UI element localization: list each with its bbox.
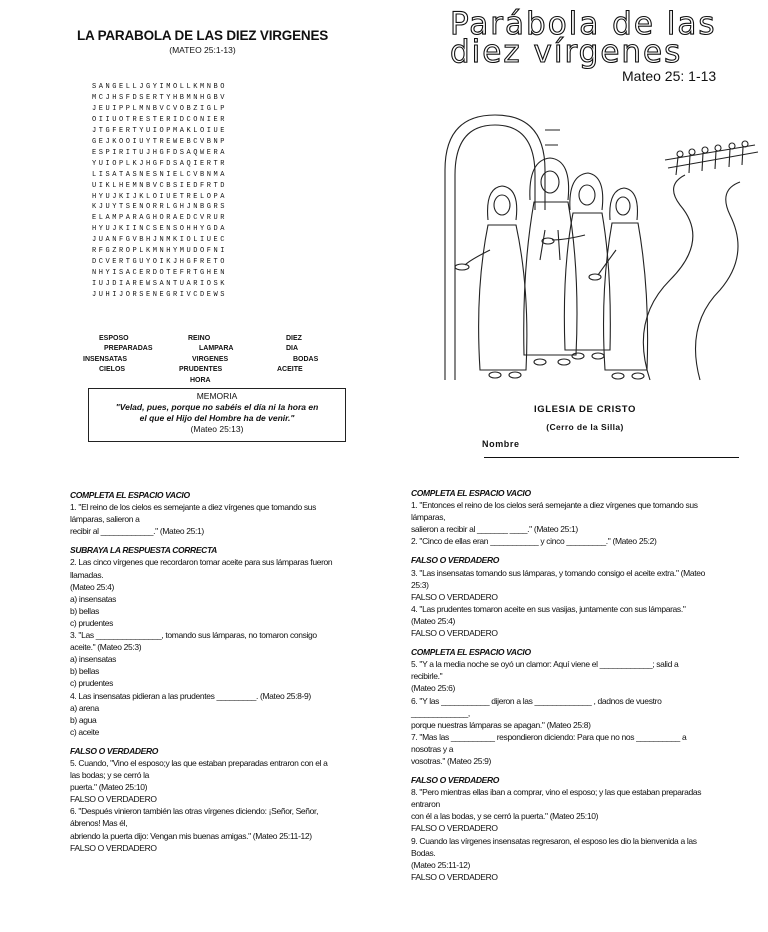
question-line: vosotras." (Mateo 25:9) (411, 755, 492, 766)
question-line: (Mateo 25:4) (411, 615, 455, 626)
section-heading: COMPLETA EL ESPACIO VACIO (411, 647, 531, 658)
grid-row: JTGFERTYUIOPMAKLOIUE (92, 126, 228, 135)
question-line: b) bellas (70, 666, 99, 677)
question-line: 5. Cuando, "Vino el esposo;y las que estaban preparadas entraron con el a (70, 757, 328, 768)
grid-row: JEUIPPLMNBVCVOBZIGLP (92, 104, 228, 113)
question-line: (Mateo 25:4) (70, 581, 114, 592)
question-line: b) agua (70, 714, 97, 725)
question-line: FALSO O VERDADERO (411, 628, 498, 639)
cover-title (450, 6, 717, 70)
worksheet-reference: (MATEO 25:1-13) (169, 45, 236, 55)
question-line: 8. "Pero mientras ellas iban a comprar, vino el esposo; y las que estaban preparadas (411, 787, 702, 798)
question-line: aceite." (Mateo 25:3) (70, 642, 142, 653)
question-line: b) bellas (70, 605, 99, 616)
question-line: con él a las bodas, y se cerró la puerta." (Mateo 25:10) (411, 811, 599, 822)
spacer (70, 738, 370, 745)
question-line: 9. Cuando las vírgenes insensatas regresaron, el esposo les dio la bienvenida a las (411, 835, 697, 846)
grid-row: KJUYTSENORRLGHJNBGRS (92, 203, 228, 212)
question-line: 2. Las cinco vírgenes que recordaron tomar aceite para sus lámparas fueron (70, 557, 333, 568)
virgins-illustration (440, 90, 765, 385)
grid-row: IUJDIAREWSANTUARIOSK (92, 280, 228, 289)
question-line: a) insensatas (70, 593, 117, 604)
section-heading: FALSO O VERDADERO (70, 745, 159, 756)
word-item: BODAS (293, 356, 319, 363)
section-heading: COMPLETA EL ESPACIO VACIO (411, 488, 531, 498)
name-label: Nombre (482, 439, 520, 449)
grid-row: JUHIJORSENEGRIVCDEWS (92, 291, 228, 300)
right-questions (411, 487, 746, 883)
question-line: abriendo la puerta dijo: Vengan mis buenas amigas." (Mateo 25:11-12) (70, 830, 312, 841)
cover-title-line-2: diez vírgenes (450, 34, 683, 70)
worksheet-title: LA PARABOLA DE LAS DIEZ VIRGENES (76, 28, 329, 43)
virgin-figure-3 (542, 173, 610, 359)
grid-row: HYUJKIJKLOIUETRELOPA (92, 192, 228, 201)
question-line: FALSO O VERDADERO (70, 794, 157, 805)
question-line: llamadas. (70, 569, 104, 580)
question-line: 7. "Mas las __________ respondieron diciendo: Para que no nos __________ a (411, 731, 687, 742)
question-line: 5. "Y a la media noche se oyó un clamor: Aquí viene el ____________; salid a (411, 659, 679, 670)
question-line: 6. "Y las ___________ dijeron a las _____________ , dadnos de vuestro (411, 695, 662, 706)
section-heading: SUBRAYA LA RESPUESTA CORRECTA (70, 545, 217, 556)
memory-reference: (Mateo 25:13) (190, 424, 244, 434)
virgin-figure-1 (455, 186, 527, 378)
cover-reference: Mateo 25: 1-13 (622, 68, 717, 84)
question-line: salieron a recibir al _______ ____." (Mateo 25:1) (411, 524, 578, 535)
church-name: IGLESIA DE CRISTO (533, 404, 637, 415)
spacer (411, 639, 746, 646)
question-line: a) insensatas (70, 654, 117, 665)
word-item: DIEZ (286, 335, 302, 342)
question-line: FALSO O VERDADERO (411, 823, 498, 834)
question-line: 3. "Las _______________, tomando sus lámparas, no tomaron consigo (70, 630, 317, 641)
spacer (411, 547, 746, 554)
word-item: LAMPARA (199, 345, 234, 352)
question-line: a) arena (70, 702, 99, 713)
doorway-arch (455, 125, 535, 380)
question-line: 4. Las insensatas pidieran a las prudentes _________. (Mateo 25:8-9) (70, 690, 311, 701)
word-item: CIELOS (99, 366, 126, 373)
grid-row: JUANFGVBHJNMKIOLIUEC (92, 236, 228, 245)
word-item: PRUDENTES (179, 366, 223, 373)
question-line: _____________, (411, 707, 470, 718)
question-line: 2. "Cinco de ellas eran ___________ y cinco _________." (Mateo 25:2) (411, 536, 657, 547)
grid-row: ESPIRITUJHGFDSAQWERA (92, 148, 228, 157)
word-search-grid (92, 82, 227, 301)
question-line: FALSO O VERDADERO (70, 842, 157, 853)
question-line: c) prudentes (70, 617, 114, 628)
road (643, 175, 693, 380)
question-line: (Mateo 25:6) (411, 683, 455, 694)
grid-row: UIKLHEMNBVCBSIEDFRTD (92, 181, 228, 190)
grid-row: DCVERTGUYOIKJHGFRETO (92, 258, 228, 267)
word-item: INSENSATAS (83, 356, 128, 363)
question-line: puerta." (Mateo 25:10) (70, 782, 148, 793)
spacer (70, 537, 370, 544)
grid-row: LISATASNESNIELCVBNMA (92, 170, 228, 179)
section-heading: FALSO O VERDADERO (411, 775, 500, 786)
question-line: porque nuestras lámparas se apagan." (Mateo 25:8) (411, 719, 591, 730)
section-heading: FALSO O VERDADERO (411, 555, 500, 566)
grid-row: ELAMPARAGHORAEDCVRUR (92, 214, 228, 223)
question-line: recibirle." (411, 671, 443, 682)
cover-title-line-1: Parábola de las (450, 6, 717, 42)
question-line: entraron (411, 799, 440, 810)
grid-row: NHYISACERDOTEFRTGHEN (92, 269, 228, 278)
virgin-figure-2 (524, 158, 577, 365)
question-line: 25:3) (411, 579, 429, 590)
question-line: 1. "Entonces el reino de los cielos será semejante a diez vírgenes que tomando sus (411, 500, 698, 511)
memory-verse-box (88, 388, 346, 442)
grid-row: GEJKOOIUYTREWEBCVBNP (92, 137, 228, 146)
left-questions (70, 489, 370, 854)
grid-row: YUIOPLKJHGFDSAQIERTR (92, 159, 228, 168)
name-field[interactable] (482, 439, 768, 460)
word-item: REINO (188, 335, 211, 342)
question-line: ábrenos! Mas él, (70, 818, 128, 829)
question-line: FALSO O VERDADERO (411, 871, 498, 882)
section-heading: COMPLETA EL ESPACIO VACIO (70, 490, 190, 500)
church-location: (Cerro de la Silla) (546, 422, 624, 432)
memory-heading: MEMORIA (196, 391, 238, 401)
question-line: Bodas. (411, 847, 436, 858)
grid-row: MCJHSFDSERTYHBMNHGBV (92, 93, 228, 102)
word-item: DIA (286, 345, 299, 352)
word-item: ACEITE (277, 366, 303, 373)
question-line: recibir al ____________." (Mateo 25:1) (70, 526, 204, 537)
name-blank-line[interactable] (484, 449, 739, 458)
spacer (411, 767, 746, 774)
question-line: lámparas, salieron a (70, 514, 140, 525)
question-line: (Mateo 25:11-12) (411, 859, 470, 870)
memory-verse-line-1: "Velad, pues, porque no sabéis el día ni la hora en (115, 402, 319, 412)
question-line: c) aceite (70, 726, 99, 737)
word-item: HORA (190, 377, 211, 384)
question-line: c) prudentes (70, 678, 114, 689)
grid-row: RFGZROPLKMNHYMUDOFNI (92, 247, 228, 256)
grid-row: SANGELLJGYIMOLLKMNBO (92, 83, 228, 91)
question-line: las bodas; y se cerró la (70, 770, 150, 781)
word-item: PREPARADAS (104, 345, 153, 352)
question-line: nosotras y a (411, 743, 454, 754)
question-line: lámparas, (411, 512, 446, 523)
question-line: 6. "Después vinieron también las otras vírgenes diciendo: ¡Señor, Señor, (70, 806, 319, 817)
grid-row: HYUJKIINCSENSOHHYGDA (92, 225, 228, 234)
grid-row: OIIUOTRESTERIDCONIER (92, 115, 228, 124)
question-line: FALSO O VERDADERO (411, 591, 498, 602)
word-item: ESPOSO (99, 335, 129, 342)
word-item: VIRGENES (192, 356, 229, 363)
question-line: 3. "Las insensatas tomando sus lámparas, y tomando consigo el aceite extra." (Mateo (411, 567, 706, 578)
question-line: 4. "Las prudentes tomaron aceite en sus vasijas, juntamente con sus lámparas." (411, 603, 686, 614)
question-line: 1. "El reino de los cielos es semejante a diez vírgenes que tomando sus (70, 502, 317, 513)
memory-verse-line-2: el que el Hijo del Hombre ha de venir." (139, 413, 295, 423)
